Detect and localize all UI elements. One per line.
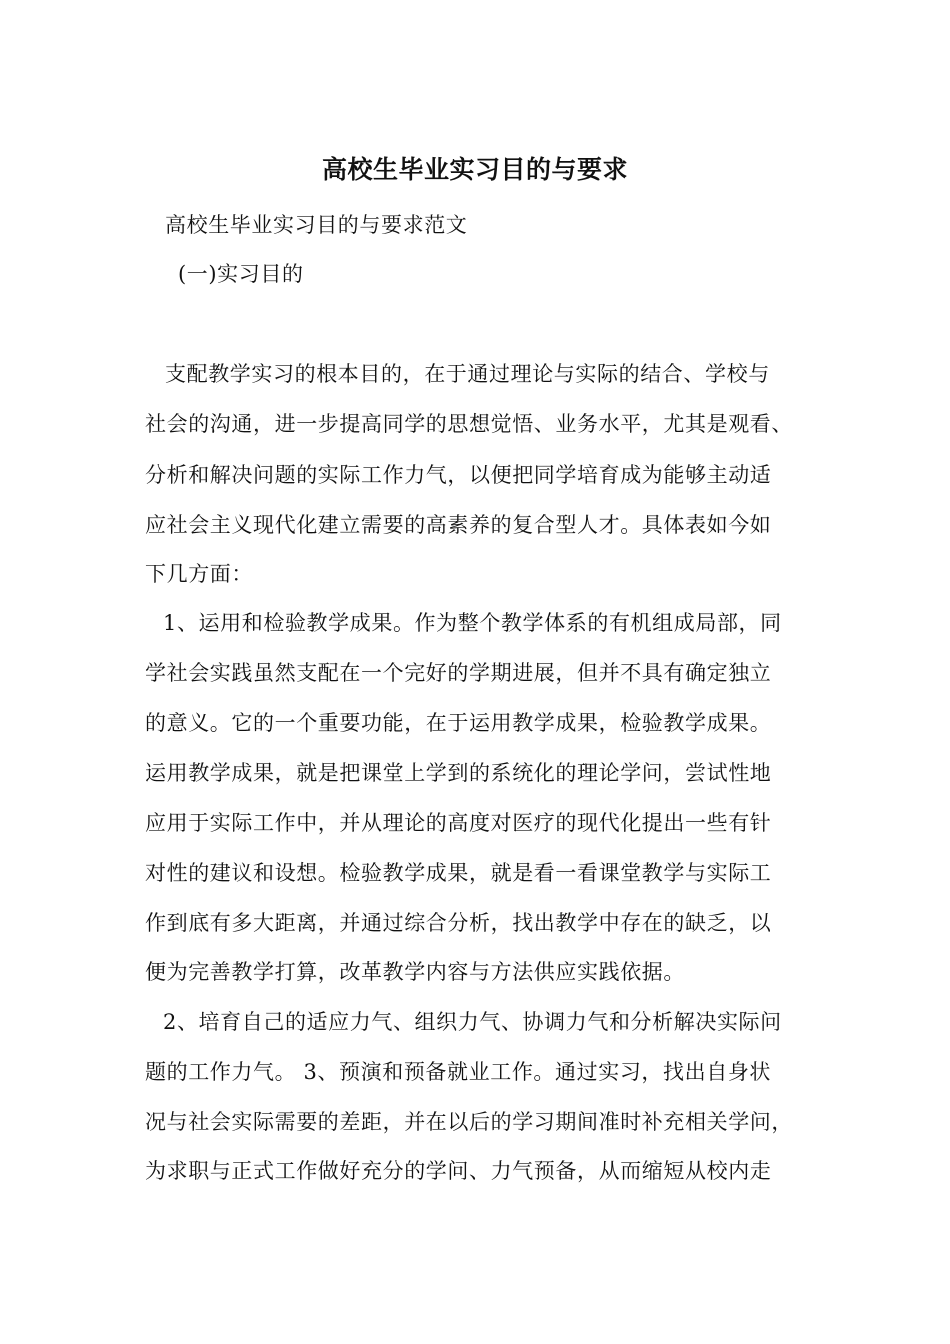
paragraph-line: 作到底有多大距离，并通过综合分析，找出教学中存在的缺乏，以 <box>145 911 772 935</box>
paragraph-line: 为求职与正式工作做好充分的学问、力气预备，从而缩短从校内走 <box>145 1159 772 1183</box>
paragraph-line: 2、培育自己的适应力气、组织力气、协调力气和分析解决实际问 <box>163 1010 782 1034</box>
paragraph-line: 题的工作力气。 3、预演和预备就业工作。通过实习，找出自身状 <box>145 1060 772 1084</box>
paragraph-line: 分析和解决问题的实际工作力气，以便把同学培育成为能够主动适 <box>145 463 772 487</box>
section-heading: (一)实习目的 <box>178 262 304 286</box>
paragraph-line: 对性的建议和设想。检验教学成果，就是看一看课堂教学与实际工 <box>145 861 772 885</box>
paragraph-line: 应用于实际工作中，并从理论的高度对医疗的现代化提出一些有针 <box>145 811 772 835</box>
paragraph-line: 应社会主义现代化建立需要的高素养的复合型人才。具体表如今如 <box>145 513 772 537</box>
paragraph-line: 便为完善教学打算，改革教学内容与方法供应实践依据。 <box>145 960 685 984</box>
paragraph-line: 学社会实践虽然支配在一个完好的学期进展，但并不具有确定独立 <box>145 661 772 685</box>
paragraph-line: 支配教学实习的根本目的，在于通过理论与实际的结合、学校与 <box>165 362 770 386</box>
document-title: 高校生毕业实习目的与要求 <box>321 155 628 184</box>
paragraph-line: 运用教学成果，就是把课堂上学到的系统化的理论学问，尝试性地 <box>145 761 772 785</box>
paragraph-line: 1、运用和检验教学成果。作为整个教学体系的有机组成局部，同 <box>163 611 782 635</box>
document-subtitle: 高校生毕业实习目的与要求范文 <box>165 213 468 237</box>
paragraph-line: 况与社会实际需要的差距，并在以后的学习期间准时补充相关学问， <box>145 1110 793 1134</box>
paragraph-line: 的意义。它的一个重要功能，在于运用教学成果，检验教学成果。 <box>145 711 772 735</box>
paragraph-line: 下几方面： <box>145 562 253 586</box>
paragraph-line: 社会的沟通，进一步提高同学的思想觉悟、业务水平，尤其是观看、 <box>145 412 793 436</box>
